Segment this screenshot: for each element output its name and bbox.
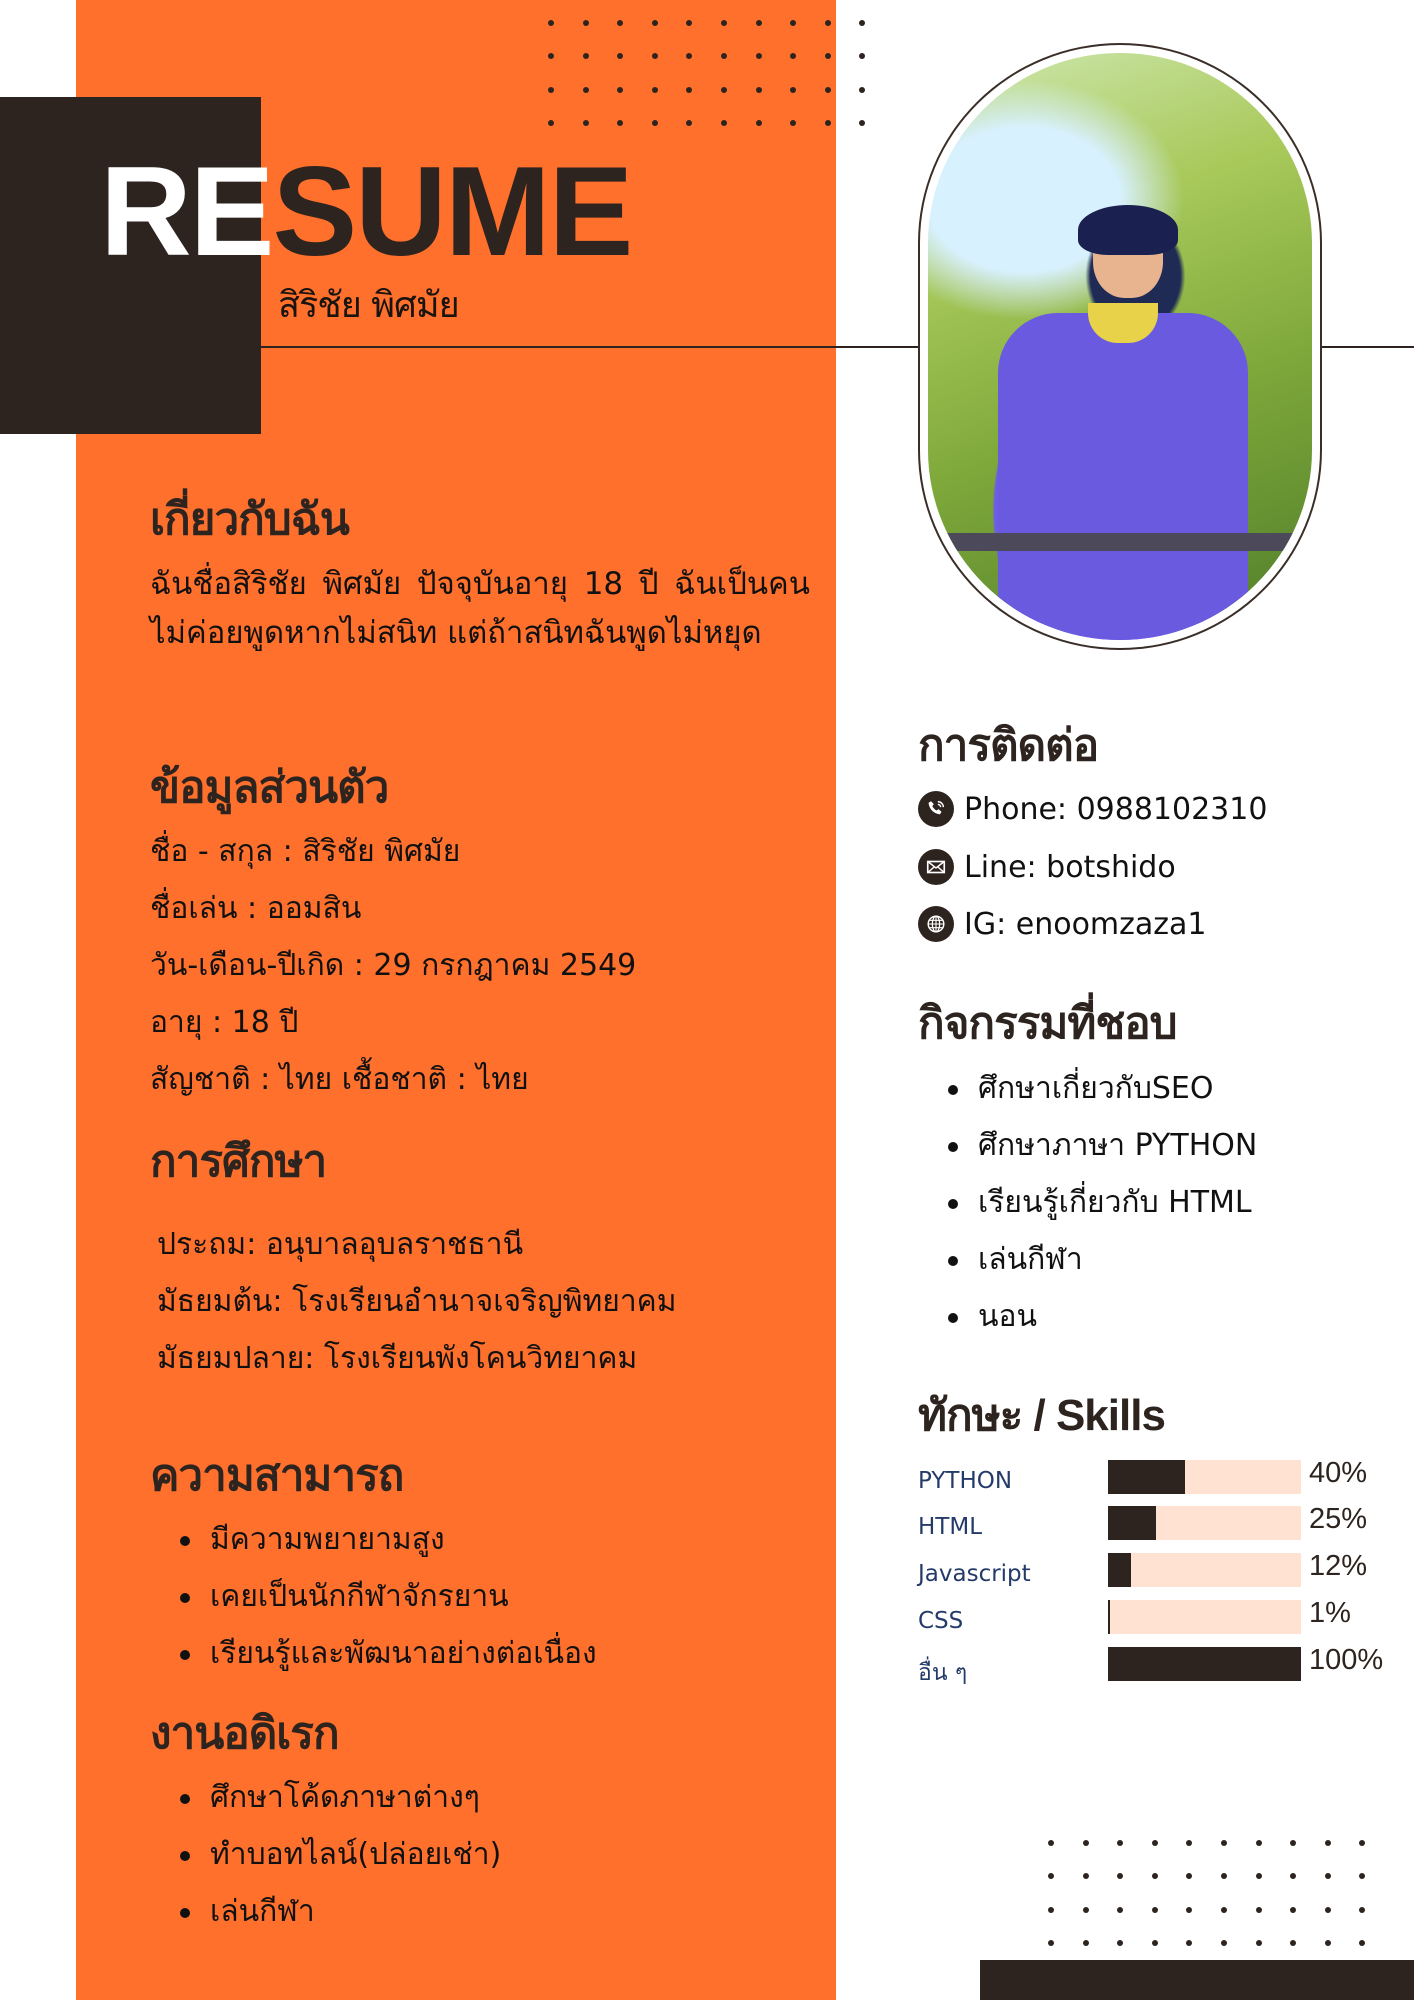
mail-icon [918, 849, 954, 885]
contact-line [918, 849, 1176, 885]
skill-bar-track [1108, 1506, 1301, 1540]
contact-ig [918, 906, 1207, 942]
divider-line-right [1322, 346, 1414, 348]
abilities-heading: ความสามารถ [150, 1451, 404, 1500]
skill-row-javascript [918, 1550, 1414, 1593]
skill-bar-fill [1108, 1460, 1185, 1494]
skills-heading: ทักษะ / Skills [918, 1391, 1165, 1440]
skill-bar-track [1108, 1460, 1301, 1494]
skill-percent: 25% [1309, 1503, 1368, 1535]
skill-percent: 12% [1309, 1550, 1368, 1582]
personal-line-nationality: สัญชาติ : ไทย เชื้อชาติ : ไทย [150, 1062, 529, 1097]
extra-work-list [180, 1769, 501, 1940]
resume-title [100, 140, 632, 282]
list-item: เคยเป็นนักกีฬาจักรยาน [180, 1568, 597, 1625]
list-item: นอน [948, 1288, 1257, 1345]
list-item: เรียนรู้เกี่ยวกับ HTML [948, 1174, 1257, 1231]
list-item: ทำบอทไลน์(ปล่อยเช่า) [180, 1826, 501, 1883]
skill-row-css [918, 1597, 1414, 1640]
extra-work-heading: งานอดิเรก [150, 1709, 339, 1758]
skill-bar-fill [1108, 1647, 1301, 1681]
photo-jacket [998, 313, 1248, 640]
skill-label: PYTHON [918, 1468, 1013, 1494]
list-item: ศึกษาโค้ดภาษาต่างๆ [180, 1769, 501, 1826]
skill-bar-track [1108, 1600, 1301, 1634]
skill-percent: 1% [1309, 1597, 1351, 1629]
skill-bar-fill [1108, 1600, 1110, 1634]
personal-heading: ข้อมูลส่วนตัว [150, 763, 389, 812]
list-item: เรียนรู้และพัฒนาอย่างต่อเนื่อง [180, 1625, 597, 1682]
skill-bar-fill [1108, 1553, 1131, 1587]
phone-icon [918, 791, 954, 827]
personal-line-name: ชื่อ - สกุล : สิริชัย พิศมัย [150, 834, 461, 869]
contact-phone [918, 791, 1267, 827]
list-item: เล่นกีฬา [180, 1883, 501, 1940]
skill-percent: 40% [1309, 1457, 1368, 1489]
skill-label: อื่น ๆ [918, 1660, 968, 1686]
contact-phone-text: Phone: 0988102310 [964, 791, 1268, 827]
skill-row-python [918, 1457, 1414, 1500]
education-line-upper-secondary: มัธยมปลาย: โรงเรียนพังโคนวิทยาคม [157, 1341, 638, 1376]
personal-line-birthdate: วัน-เดือน-ปีเกิด : 29 กรกฎาคม 2549 [150, 948, 637, 983]
education-line-lower-secondary: มัธยมต้น: โรงเรียนอำนาจเจริญพิทยาคม [157, 1284, 677, 1319]
skill-bar-track [1108, 1553, 1301, 1587]
skill-label: HTML [918, 1514, 983, 1540]
education-line-primary: ประถม: อนุบาลอุบลราชธานี [157, 1227, 524, 1262]
list-item: ศึกษาภาษา PYTHON [948, 1117, 1257, 1174]
contact-ig-text: IG: enoomzaza1 [964, 906, 1207, 942]
decorative-dot-grid-bottom [1048, 1840, 1394, 1974]
education-list [157, 1216, 677, 1387]
profile-photo [928, 53, 1312, 640]
globe-icon [918, 906, 954, 942]
personal-line-nickname: ชื่อเล่น : ออมสิน [150, 891, 362, 926]
title-part-dark: SUME [272, 140, 632, 282]
skill-row-html [918, 1503, 1414, 1546]
list-item: ศึกษาเกี่ยวกับSEO [948, 1060, 1257, 1117]
person-name: สิริชัย พิศมัย [278, 285, 459, 326]
hobbies-heading: กิจกรรมที่ชอบ [918, 999, 1177, 1048]
personal-line-age: อายุ : 18 ปี [150, 1005, 299, 1040]
title-part-white: RE [100, 140, 273, 282]
skill-label: CSS [918, 1608, 964, 1634]
about-text: ฉันชื่อสิริชัย พิศมัย ปัจจุบันอายุ 18 ปี ฉันเป็นคนไม่ค่อยพูดหากไม่สนิท แต่ถ้าสนิทฉันพูดไม่หยุด [150, 566, 810, 651]
contact-line-text: Line: botshido [964, 849, 1176, 885]
hobbies-list [948, 1060, 1257, 1345]
skill-bar-fill [1108, 1506, 1156, 1540]
decorative-dot-grid-top [548, 20, 894, 154]
list-item: มีความพยายามสูง [180, 1511, 597, 1568]
skill-bar-track [1108, 1647, 1301, 1681]
skill-row-other [918, 1644, 1414, 1687]
photo-railing [928, 533, 1312, 551]
skill-percent: 100% [1309, 1644, 1384, 1676]
contact-heading: การติดต่อ [918, 721, 1099, 770]
list-item: เล่นกีฬา [948, 1231, 1257, 1288]
skill-label: Javascript [918, 1561, 1031, 1587]
photo-hair [1078, 205, 1178, 255]
personal-info-list [150, 823, 636, 1108]
abilities-list [180, 1511, 597, 1682]
divider-line [261, 346, 918, 348]
about-heading: เกี่ยวกับฉัน [150, 495, 349, 544]
education-heading: การศึกษา [150, 1137, 327, 1186]
